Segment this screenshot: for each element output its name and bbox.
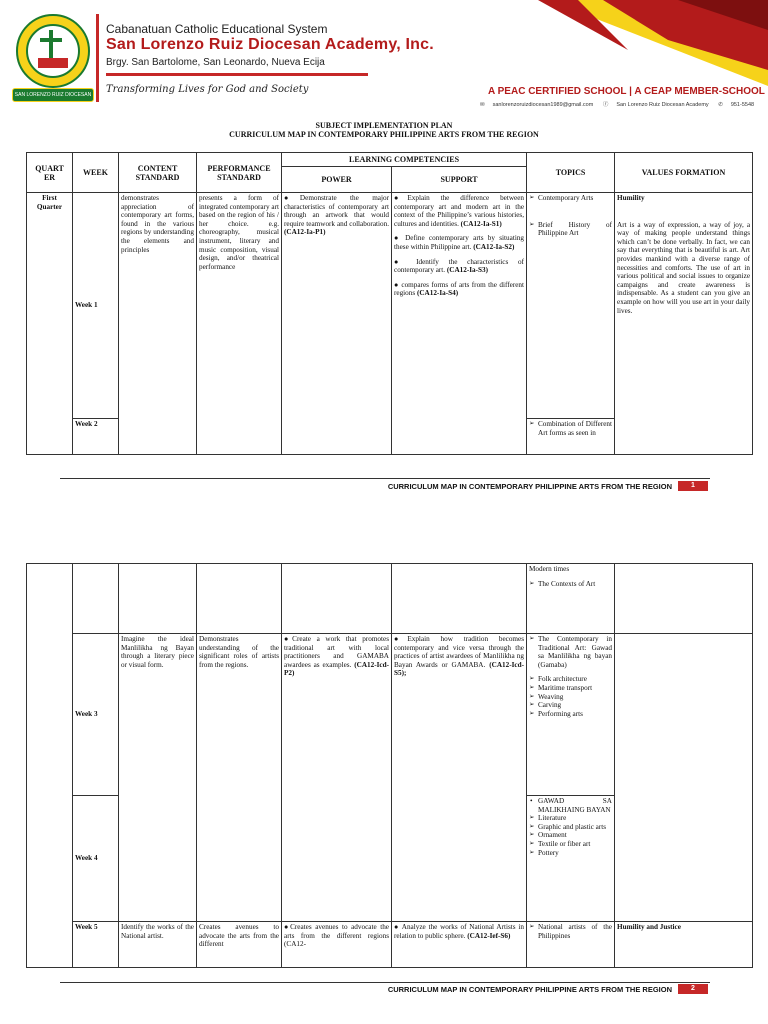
support-1-code: (CA12-Ia-S1) [460,219,502,228]
facebook-text: San Lorenzo Ruiz Diocesan Academy [616,102,709,108]
header-learning-competencies: LEARNING COMPETENCIES [282,153,527,167]
school-logo [16,14,90,110]
performance-standard-continued [197,564,282,634]
header-topics: TOPICS [527,153,615,193]
footer-rule-page-2 [60,982,710,983]
book-icon [38,58,68,68]
topic-item: ➢ Brief History of Philippine Art [529,221,612,238]
power-code: (CA12-Ia-P1) [284,228,326,237]
power-text: ●Demonstrate the major characteristics of contemporary art through an artwork that would require teamwork and collaboration. [284,194,389,228]
topic-subitem: ➢ Ornament [529,831,612,840]
week-cell-continued [73,564,119,634]
page-number-2: 2 [678,984,708,994]
week-1-cell: Week 1 [73,193,119,419]
topic-modern-times: Modern times [529,565,570,573]
header-divider [96,14,99,102]
topic-subitem: ➢ Performing arts [529,710,612,719]
support-3-code: (CA12-Ia-S3) [446,266,489,275]
quarter-cell-continued [27,564,73,968]
values-week-3-4 [615,634,753,922]
topic-subitem: ➢ Carving [529,701,612,710]
quarter-cell: First Quarter [27,193,73,455]
header-values-formation: VALUES FORMATION [615,153,753,193]
header-content-standard: CONTENT STANDARD [119,153,197,193]
topic-item: • GAWAD SA MALIKHAING BAYAN [529,797,612,814]
support-4-code: (CA12-Ia-S4) [416,289,459,298]
values-text: Art is a way of expression, a way of joy, a way of making people understand things which can’t be done verbally. In fact, we can say that everything that is beautiful is art. Art provides mankind with a diverse range of necessities and comforts. The use of art in various political and social issues to organize campaigns and create awareness is indispensable. As a student can you give an example on how will you use art in your daily lives. [617,220,751,315]
phone-icon: ✆ [718,102,723,108]
topic-subitem: ➢ Literature [529,814,612,823]
footer-text-page-1: CURRICULUM MAP IN CONTEMPORARY PHILIPPINE ARTS FROM THE REGION [387,482,672,491]
school-motto: Transforming Lives for God and Society [106,84,309,95]
school-name: San Lorenzo Ruiz Diocesan Academy, Inc. [106,36,434,53]
topics-week-5 [527,922,615,968]
footer-text-page-2: CURRICULUM MAP IN CONTEMPORARY PHILIPPINE ARTS FROM THE REGION [387,985,672,994]
values-title: Humility [617,194,645,202]
content-standard-week-5: Identify the works of the National artist. [119,922,197,968]
header-performance-standard: PERFORMANCE STANDARD [197,153,282,193]
topics-cell [527,193,615,419]
email-text: sanlorenzoruizdiocesan1989@gmail.com [492,102,594,108]
week-4-cell: Week 4 [73,796,119,922]
school-address: Brgy. San Bartolome, San Leonardo, Nueva Ecija [106,57,325,68]
support-w3-text: ●Explain how tradition becomes contemporary and vice versa through the practices of artist awardees of Manlilikha ng Bayan Awards or GAMABA. [394,635,524,669]
topic-subitem: ➢ Maritime transport [529,684,612,693]
topic-subitem: ➢ Folk architecture [529,675,612,684]
topic-item: ➢ Contemporary Arts [529,194,612,203]
header-quarter: QUART ER [27,153,73,193]
curriculum-table-page-2 [26,563,753,968]
support-4-text: ● compares forms of arts from the different regions [394,280,525,298]
support-w5-text: ● Analyze the works of National Artists in relation to public sphere. [394,923,524,940]
performance-standard-week-3: Demonstrates understanding of the significant roles of artists from the regions. [197,634,282,922]
power-week-3 [282,634,392,922]
power-continued [282,564,392,634]
support-1-text: ●Explain the difference between contemporary art and modern art in the context of the Philippine’s various histories, cultures and identities. [394,194,525,228]
values-formation-cell [615,193,753,455]
page-number-1: 1 [678,481,708,491]
logo-banner: SAN LORENZO RUIZ DIOCESAN ACADEMY [12,88,94,102]
certification-tagline: A PEAC CERTIFIED SCHOOL | A CEAP MEMBER-SCHOOL [488,86,765,97]
week-3-cell: Week 3 [73,634,119,796]
facebook-icon: ⓕ [602,102,609,108]
header-support: SUPPORT [392,167,527,193]
support-2-text: ● Define contemporary arts by situating these within Philippine art. [394,234,525,251]
power-w3-code: (CA12-Icd-P2) [284,660,390,678]
topic-subitem: ➢ Graphic and plastic arts [529,823,612,832]
topics-week-4 [527,796,615,922]
topics-week-3 [527,634,615,796]
support-week-3 [392,634,527,922]
topic-subitem: ➢ Weaving [529,693,612,702]
topics-continued [527,564,615,634]
topic-item: ➢ National artists of the Philippines [529,923,612,940]
topic-subitem: ➢ Pottery [529,849,612,858]
support-cell [392,193,527,455]
values-week-5: Humility and Justice [615,922,753,968]
topics-week-2-cell [527,419,615,455]
footer-rule-page-1 [60,478,710,479]
contact-info [480,100,762,108]
support-continued [392,564,527,634]
corner-decoration [508,0,768,86]
power-week-5: ●Creates avenues to advocate the arts from the different regions (CA12- [282,922,392,968]
support-2-code: (CA12-Ia-S2) [473,242,515,251]
header-week: WEEK [73,153,119,193]
topic-item: ➢ The Contexts of Art [529,580,612,589]
topic-item: ➢ Combination of Different Art forms as seen in [529,420,612,437]
values-continued [615,564,753,634]
content-standard-cell: demonstrates appreciation of contemporary art forms, found in the various regions by understanding the elements and principles [119,193,197,455]
email-icon: ✉ [480,102,485,108]
topic-subitem: ➢ Textile or fiber art [529,840,612,849]
support-w5-code: (CA12-Ief-S6) [467,931,511,940]
power-w3-text: ●Create a work that promotes traditional art with local practitioners and GAMABA awardees as examples. [284,635,389,669]
header-power: POWER [282,167,392,193]
power-cell [282,193,392,455]
letterhead [0,0,768,120]
curriculum-title: CURRICULUM MAP IN CONTEMPORARY PHILIPPINE ARTS FROM THE REGION [229,130,539,139]
curriculum-table-page-1 [26,152,753,455]
topic-item: ➢ The Contemporary in Traditional Art: Gawad sa Manlilikha ng bayan (Gamaba) [529,635,612,669]
educational-system-name: Cabanatuan Catholic Educational System [106,22,328,36]
phone-text: 951-5548 [730,102,755,108]
support-week-5 [392,922,527,968]
content-standard-continued [119,564,197,634]
week-5-cell: Week 5 [73,922,119,968]
support-3-text: ● Identify the characteristics of contemporary art. [394,257,525,275]
performance-standard-week-5: Creates avenues to advocate the arts from the different [197,922,282,968]
performance-standard-cell: presents a form of integrated contemporary art based on the region of his / her choice. e.g. choreography, musical instrument, literary and music composition, visual design, and/or theatrical performance [197,193,282,455]
content-standard-week-3: Imagine the ideal Manlilikha ng Bayan through a literary piece or visual form. [119,634,197,922]
plan-title: SUBJECT IMPLEMENTATION PLAN [315,121,453,130]
support-w3-code: (CA12-Icd-S5); [394,660,524,678]
week-2-cell: Week 2 [73,419,119,455]
header-underline [106,73,368,76]
